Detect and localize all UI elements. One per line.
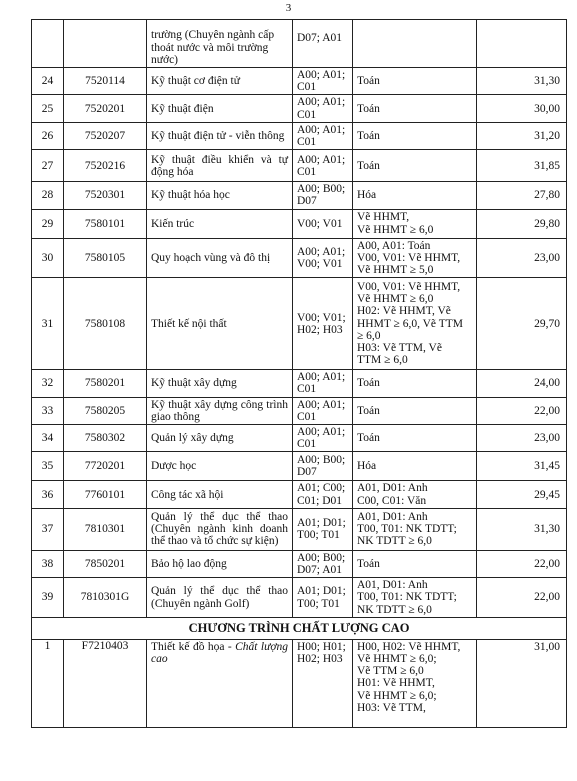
cell-blocks [293, 238, 353, 278]
table-row [32, 95, 567, 122]
subject-line: A01, D01: Anh [357, 511, 428, 524]
cell-blocks [293, 370, 353, 397]
cell-code: 7580105 [64, 238, 147, 278]
section-title: CHƯƠNG TRÌNH CHẤT LƯỢNG CAO [32, 617, 567, 639]
page-number: 3 [285, 2, 292, 14]
cell-score: 31,00 [477, 639, 567, 727]
cell-stt: 31 [32, 278, 64, 370]
subject-line: Hóa [357, 189, 377, 202]
major-italic: Chất lượng cao [151, 640, 288, 666]
cell-subject [353, 425, 477, 452]
table-row [32, 122, 567, 149]
subject-line: T00, T01: NK TDTT; [357, 591, 457, 604]
block-line: V00; V01 [297, 217, 343, 230]
cell-subject [353, 508, 477, 550]
cell-major: Dược học [147, 452, 293, 481]
cell-code: 7580101 [64, 209, 147, 238]
cell-subject [353, 20, 477, 68]
cell-stt: 39 [32, 578, 64, 618]
block-line: A00; A01; [297, 96, 346, 109]
subject-line: H01: Vẽ HHMT, [357, 677, 435, 690]
cell-subject [353, 68, 477, 95]
cell-stt: 38 [32, 550, 64, 577]
cell-major: Quản lý thể dục thể thao (Chuyên ngành kinh doanh thể thao và tổ chức sự kiện) [147, 508, 293, 550]
cell-code: 7520207 [64, 122, 147, 149]
subject-line: T00, T01: NK TDTT; [357, 523, 457, 536]
major-line: thoát nước và môi trường [151, 41, 269, 54]
cell-blocks [293, 95, 353, 122]
cell-blocks [293, 209, 353, 238]
cell-stt: 29 [32, 209, 64, 238]
cell-code: 7810301 [64, 508, 147, 550]
cell-score [477, 20, 567, 68]
cell-blocks [293, 639, 353, 727]
subject-line: A01, D01: Anh [357, 482, 428, 495]
subject-line: NK TDTT ≥ 6,0 [357, 535, 432, 548]
subject-line: Vẽ HHMT ≥ 6,0; [357, 653, 437, 666]
subject-line: Toán [357, 129, 380, 142]
cell-stt: 37 [32, 508, 64, 550]
cell-subject [353, 481, 477, 508]
subject-line: V00, V01: Vẽ HHMT, [357, 281, 461, 294]
subject-line: H02: Vẽ HHMT, Vẽ [357, 305, 451, 318]
table-row [32, 238, 567, 278]
subject-line: C00, C01: Văn [357, 494, 427, 507]
cell-stt: 32 [32, 370, 64, 397]
block-line: C01 [297, 383, 317, 396]
block-line: C01 [297, 81, 317, 94]
block-line: V00; V01; [297, 311, 346, 324]
cell-score: 29,80 [477, 209, 567, 238]
table-row [32, 370, 567, 397]
block-line: C01 [297, 108, 317, 121]
subject-line: Vẽ TTM ≥ 6,0 [357, 665, 424, 678]
cell-subject [353, 452, 477, 481]
cell-code: 7580205 [64, 397, 147, 424]
cell-stt: 28 [32, 182, 64, 209]
table-row [32, 452, 567, 481]
table-row [32, 550, 567, 577]
subject-line: Toán [357, 159, 380, 172]
cell-score: 30,00 [477, 95, 567, 122]
cell-blocks [293, 122, 353, 149]
table-row [32, 397, 567, 424]
block-line: A00; B00; [297, 551, 346, 564]
cell-score: 23,00 [477, 238, 567, 278]
table-row [32, 508, 567, 550]
cell-major: Bảo hộ lao động [147, 550, 293, 577]
cell-score: 31,85 [477, 150, 567, 182]
cell-score: 31,20 [477, 122, 567, 149]
cell-subject [353, 578, 477, 618]
cell-score: 22,00 [477, 397, 567, 424]
cell-major: Kỹ thuật điện [147, 95, 293, 122]
cell-score: 27,80 [477, 182, 567, 209]
subject-line: V00, V01: Vẽ HHMT, [357, 251, 461, 264]
major-plain: Thiết kế đồ họa - [151, 640, 236, 653]
cell-subject [353, 639, 477, 727]
cell-blocks [293, 68, 353, 95]
cell-major: Kiến trúc [147, 209, 293, 238]
cell-score: 29,70 [477, 278, 567, 370]
cell-major: Quản lý xây dựng [147, 425, 293, 452]
table-row-hq [32, 639, 567, 727]
cell-code: 7720201 [64, 452, 147, 481]
table-row-continued [32, 20, 567, 68]
cell-score: 29,45 [477, 481, 567, 508]
table-row [32, 425, 567, 452]
cell-code: 7520114 [64, 68, 147, 95]
table-row [32, 150, 567, 182]
cell-code: 7850201 [64, 550, 147, 577]
block-line: A00; B00; [297, 454, 346, 467]
cell-code: 7580302 [64, 425, 147, 452]
cell-subject [353, 95, 477, 122]
cell-major: Quy hoạch vùng và đô thị [147, 238, 293, 278]
subject-line: TTM ≥ 6,0 [357, 354, 408, 367]
cell-score: 24,00 [477, 370, 567, 397]
table-row [32, 278, 567, 370]
subject-line: H00, H02: Vẽ HHMT, [357, 640, 461, 653]
block-line: A01; C00; [297, 482, 346, 495]
cell-stt: 26 [32, 122, 64, 149]
cell-score: 22,00 [477, 550, 567, 577]
major-line: trường (Chuyên ngành cấp [151, 29, 275, 42]
block-line: C01 [297, 410, 317, 423]
cell-major: Kỹ thuật cơ điện tử [147, 68, 293, 95]
block-line: C01 [297, 438, 317, 451]
cell-blocks [293, 397, 353, 424]
block-line: A00; A01; [297, 245, 346, 258]
major-line: nước) [151, 53, 178, 66]
cell-blocks [293, 578, 353, 618]
cell-subject [353, 150, 477, 182]
cell-major: Quản lý thể dục thể thao (Chuyên ngành Golf) [147, 578, 293, 618]
subject-line: HHMT ≥ 6,0, Vẽ TTM [357, 317, 463, 330]
cell-stt: 1 [32, 639, 64, 727]
table-row [32, 481, 567, 508]
cell-code: 7580108 [64, 278, 147, 370]
cell-major [147, 639, 293, 727]
cell-code: 7520201 [64, 95, 147, 122]
cell-major [147, 20, 293, 68]
cell-code: 7520216 [64, 150, 147, 182]
cell-blocks [293, 550, 353, 577]
table-row [32, 578, 567, 618]
cell-score: 31,30 [477, 68, 567, 95]
cell-major: Kỹ thuật xây dựng công trình giao thông [147, 397, 293, 424]
block-line: A00; A01; [297, 123, 346, 136]
cell-stt: 34 [32, 425, 64, 452]
cell-subject [353, 370, 477, 397]
block-line: T00; T01 [297, 597, 340, 610]
block-line: D07 [297, 195, 317, 208]
block-line: D07; A01 [297, 564, 343, 577]
block-line: A00; A01; [297, 398, 346, 411]
cell-code: 7810301G [64, 578, 147, 618]
block-line: A00; A01; [297, 153, 346, 166]
cell-major: Kỹ thuật điều khiển và tự động hóa [147, 150, 293, 182]
cell-score: 31,30 [477, 508, 567, 550]
cell-stt: 24 [32, 68, 64, 95]
block-line: V00; V01 [297, 257, 343, 270]
subject-line: H03: Vẽ TTM, [357, 701, 426, 714]
cell-stt: 33 [32, 397, 64, 424]
block-line: A01; D01; [297, 585, 346, 598]
cell-blocks [293, 20, 353, 68]
cell-code: F7210403 [64, 639, 147, 727]
cell-major: Kỹ thuật điện tử - viễn thông [147, 122, 293, 149]
cell-blocks [293, 481, 353, 508]
block-line: A00; A01; [297, 69, 346, 81]
subject-line: Vẽ HHMT ≥ 6,0 [357, 223, 434, 236]
block-line: C01; D01 [297, 494, 343, 507]
cell-blocks [293, 508, 353, 550]
cell-subject [353, 122, 477, 149]
table-row [32, 68, 567, 95]
cell-stt: 35 [32, 452, 64, 481]
cell-code: 7520301 [64, 182, 147, 209]
table-row [32, 209, 567, 238]
subject-line: Hóa [357, 460, 377, 473]
block-line: T00; T01 [297, 529, 340, 542]
cell-subject [353, 550, 477, 577]
subject-line: Toán [357, 377, 380, 390]
table-body [32, 20, 567, 728]
block-line: H02; H03 [297, 323, 343, 336]
cell-subject [353, 278, 477, 370]
cell-subject [353, 209, 477, 238]
cell-subject [353, 397, 477, 424]
subject-line: Toán [357, 75, 380, 88]
subject-line: Vẽ HHMT ≥ 6,0; [357, 689, 437, 702]
cell-code: 7580201 [64, 370, 147, 397]
subject-line: Vẽ HHMT, [357, 211, 410, 224]
subject-line: Vẽ HHMT ≥ 5,0 [357, 264, 434, 277]
subject-line: H03: Vẽ TTM, Vẽ [357, 342, 442, 355]
cell-stt: 27 [32, 150, 64, 182]
cell-score: 23,00 [477, 425, 567, 452]
cell-stt: 30 [32, 238, 64, 278]
cell-major: Kỹ thuật xây dựng [147, 370, 293, 397]
block-line: H00; H01; [297, 640, 346, 653]
block-line: C01 [297, 136, 317, 149]
block-line: D07 [297, 466, 317, 479]
cell-blocks [293, 452, 353, 481]
cell-score: 31,45 [477, 452, 567, 481]
cell-code: 7760101 [64, 481, 147, 508]
block-line: C01 [297, 165, 317, 178]
block-line: A00; B00; [297, 183, 346, 196]
block-line: H02; H03 [297, 653, 343, 666]
subject-line: Toán [357, 432, 380, 445]
subject-line: Toán [357, 102, 380, 115]
block-line: A01; D01; [297, 517, 346, 530]
subject-line: ≥ 6,0 [357, 329, 381, 342]
subject-line: Vẽ HHMT ≥ 6,0 [357, 293, 434, 306]
admission-scores-table [31, 19, 567, 728]
cell-major: Công tác xã hội [147, 481, 293, 508]
subject-line: Toán [357, 404, 380, 417]
subject-line: A00, A01: Toán [357, 239, 431, 252]
cell-blocks [293, 150, 353, 182]
section-row [32, 617, 567, 639]
cell-code [64, 20, 147, 68]
cell-blocks [293, 425, 353, 452]
cell-stt: 36 [32, 481, 64, 508]
cell-blocks [293, 278, 353, 370]
block-line: D07; A01 [297, 32, 343, 44]
cell-subject [353, 238, 477, 278]
block-line: A00; A01; [297, 426, 346, 439]
block-line: A00; A01; [297, 371, 346, 384]
subject-line: A01, D01: Anh [357, 579, 428, 592]
cell-major: Thiết kế nội thất [147, 278, 293, 370]
cell-subject [353, 182, 477, 209]
table-row [32, 182, 567, 209]
cell-stt: 25 [32, 95, 64, 122]
cell-score: 22,00 [477, 578, 567, 618]
cell-major: Kỹ thuật hóa học [147, 182, 293, 209]
subject-line: Toán [357, 557, 380, 570]
cell-stt [32, 20, 64, 68]
cell-blocks [293, 182, 353, 209]
subject-line: NK TDTT ≥ 6,0 [357, 603, 432, 616]
